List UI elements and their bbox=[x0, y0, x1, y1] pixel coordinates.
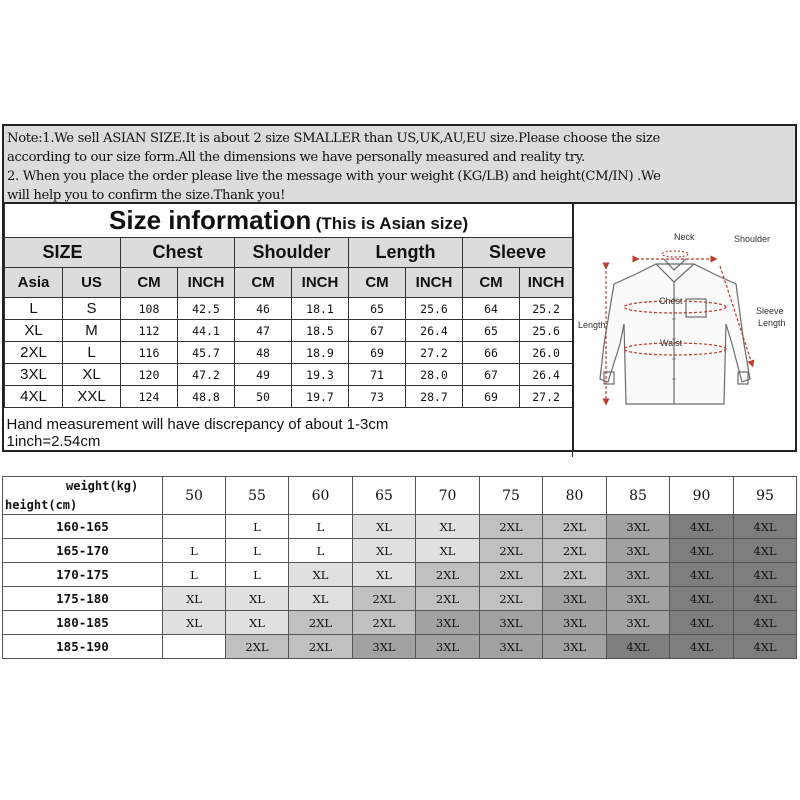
size-label-cell: M bbox=[63, 320, 121, 342]
measurement-cell: 65 bbox=[349, 298, 406, 320]
size-label-cell: S bbox=[63, 298, 121, 320]
weight-header-cell: 50 bbox=[163, 477, 226, 515]
size-recommendation-cell: 3XL bbox=[543, 587, 607, 611]
weight-header-cell: 90 bbox=[670, 477, 734, 515]
size-recommendation-cell: 3XL bbox=[607, 563, 670, 587]
height-range-cell: 180-185 bbox=[3, 611, 163, 635]
size-table-title bbox=[5, 204, 573, 238]
measurement-cell: 65 bbox=[463, 320, 520, 342]
measurement-cell: 112 bbox=[121, 320, 178, 342]
size-row bbox=[5, 298, 573, 320]
size-recommendation-cell: 3XL bbox=[416, 635, 480, 659]
height-row bbox=[3, 587, 797, 611]
measurement-cell: 25.2 bbox=[520, 298, 573, 320]
height-row bbox=[3, 539, 797, 563]
size-recommendation-cell: 2XL bbox=[480, 587, 543, 611]
measurement-cell: 48.8 bbox=[178, 386, 235, 408]
weight-header-cell: 65 bbox=[353, 477, 416, 515]
size-recommendation-cell: 3XL bbox=[353, 635, 416, 659]
measurement-cell: 28.0 bbox=[406, 364, 463, 386]
note-line: according to our size form.All the dimensions we have personally measured and reality try. bbox=[7, 150, 585, 165]
table-corner-header bbox=[3, 477, 163, 515]
header-shoulder: Shoulder bbox=[235, 238, 349, 268]
size-recommendation-cell: 3XL bbox=[416, 611, 480, 635]
measurement-cell: 26.4 bbox=[406, 320, 463, 342]
sub-header-cell: CM bbox=[121, 268, 178, 298]
size-row bbox=[5, 364, 573, 386]
label-sleeve-2: Length bbox=[758, 318, 786, 328]
height-range-cell: 160-165 bbox=[3, 515, 163, 539]
measurement-cell: 67 bbox=[349, 320, 406, 342]
size-recommendation-cell: 3XL bbox=[607, 611, 670, 635]
label-chest: Chest bbox=[659, 296, 683, 306]
size-recommendation-cell: 4XL bbox=[734, 539, 797, 563]
size-label-cell: L bbox=[5, 298, 63, 320]
sub-header-cell: INCH bbox=[406, 268, 463, 298]
measurement-cell: 27.2 bbox=[406, 342, 463, 364]
measurement-cell: 49 bbox=[235, 364, 292, 386]
size-recommendation-cell bbox=[163, 515, 226, 539]
height-row bbox=[3, 563, 797, 587]
weight-axis-label: weight(kg) bbox=[66, 479, 139, 493]
size-recommendation-cell: L bbox=[289, 515, 353, 539]
size-recommendation-cell: 4XL bbox=[670, 611, 734, 635]
weight-header-cell: 85 bbox=[607, 477, 670, 515]
header-size: SIZE bbox=[5, 238, 121, 268]
size-recommendation-cell: XL bbox=[416, 539, 480, 563]
header-length: Length bbox=[349, 238, 463, 268]
size-recommendation-cell: 3XL bbox=[543, 635, 607, 659]
height-range-cell: 185-190 bbox=[3, 635, 163, 659]
header-sleeve: Sleeve bbox=[463, 238, 573, 268]
header-chest: Chest bbox=[121, 238, 235, 268]
size-recommendation-cell: 4XL bbox=[734, 587, 797, 611]
note-line: 2. When you place the order please live the message with your weight (KG/LB) and height(CM/IN) .We bbox=[7, 169, 661, 184]
size-recommendation-cell: L bbox=[226, 539, 289, 563]
size-recommendation-cell: 2XL bbox=[543, 539, 607, 563]
size-recommendation-cell: 2XL bbox=[416, 587, 480, 611]
size-recommendation-cell: 2XL bbox=[289, 611, 353, 635]
size-recommendation-cell: 4XL bbox=[607, 635, 670, 659]
size-recommendation-cell: 4XL bbox=[734, 611, 797, 635]
size-information-table bbox=[4, 204, 573, 457]
size-recommendation-cell: XL bbox=[163, 587, 226, 611]
size-recommendation-cell: 4XL bbox=[670, 587, 734, 611]
height-row bbox=[3, 515, 797, 539]
measurement-cell: 120 bbox=[121, 364, 178, 386]
size-recommendation-cell: 4XL bbox=[734, 635, 797, 659]
size-recommendation-cell: 2XL bbox=[226, 635, 289, 659]
inch-conversion-note: 1inch=2.54cm bbox=[5, 433, 573, 457]
measurement-cell: 45.7 bbox=[178, 342, 235, 364]
shirt-measurement-diagram bbox=[572, 204, 795, 450]
size-recommendation-cell: XL bbox=[289, 587, 353, 611]
measurement-cell: 42.5 bbox=[178, 298, 235, 320]
size-recommendation-cell: 4XL bbox=[734, 515, 797, 539]
sub-header-cell: INCH bbox=[178, 268, 235, 298]
weight-header-cell: 70 bbox=[416, 477, 480, 515]
size-recommendation-cell: XL bbox=[289, 563, 353, 587]
size-recommendation-cell: 2XL bbox=[480, 515, 543, 539]
measurement-cell: 66 bbox=[463, 342, 520, 364]
size-recommendation-cell: 2XL bbox=[480, 539, 543, 563]
size-recommendation-cell: L bbox=[163, 539, 226, 563]
measurement-cell: 25.6 bbox=[406, 298, 463, 320]
size-label-cell: XL bbox=[63, 364, 121, 386]
size-recommendation-cell: 2XL bbox=[289, 635, 353, 659]
sub-header-cell: US bbox=[63, 268, 121, 298]
height-range-cell: 165-170 bbox=[3, 539, 163, 563]
sub-header-cell: CM bbox=[235, 268, 292, 298]
size-chart-panel bbox=[2, 124, 797, 452]
size-row bbox=[5, 342, 573, 364]
size-recommendation-cell: 2XL bbox=[353, 611, 416, 635]
measurement-cell: 46 bbox=[235, 298, 292, 320]
size-recommendation-cell: 3XL bbox=[607, 539, 670, 563]
weight-header-cell: 95 bbox=[734, 477, 797, 515]
measurement-cell: 26.0 bbox=[520, 342, 573, 364]
height-row bbox=[3, 635, 797, 659]
label-sleeve-1: Sleeve bbox=[756, 306, 784, 316]
measurement-cell: 108 bbox=[121, 298, 178, 320]
weight-height-size-table bbox=[2, 476, 797, 659]
measurement-cell: 18.9 bbox=[292, 342, 349, 364]
size-label-cell: 4XL bbox=[5, 386, 63, 408]
size-recommendation-cell: XL bbox=[226, 587, 289, 611]
measurement-cell: 26.4 bbox=[520, 364, 573, 386]
measurement-cell: 44.1 bbox=[178, 320, 235, 342]
size-recommendation-cell: 2XL bbox=[543, 563, 607, 587]
measurement-cell: 25.6 bbox=[520, 320, 573, 342]
measurement-cell: 19.3 bbox=[292, 364, 349, 386]
measurement-cell: 71 bbox=[349, 364, 406, 386]
size-recommendation-cell: 4XL bbox=[670, 515, 734, 539]
size-recommendation-cell: XL bbox=[226, 611, 289, 635]
weight-header-cell: 55 bbox=[226, 477, 289, 515]
height-axis-label: height(cm) bbox=[5, 498, 78, 512]
size-recommendation-cell: L bbox=[289, 539, 353, 563]
height-row bbox=[3, 611, 797, 635]
label-neck: Neck bbox=[674, 232, 695, 242]
measurement-cell: 67 bbox=[463, 364, 520, 386]
height-range-cell: 170-175 bbox=[3, 563, 163, 587]
title-main: Size information bbox=[109, 205, 312, 235]
size-recommendation-cell: L bbox=[226, 515, 289, 539]
measurement-cell: 116 bbox=[121, 342, 178, 364]
weight-header-cell: 80 bbox=[543, 477, 607, 515]
measurement-cell: 19.7 bbox=[292, 386, 349, 408]
note-line: Note:1.We sell ASIAN SIZE.It is about 2 size SMALLER than US,UK,AU,EU size.Please choose the size bbox=[7, 131, 660, 146]
sub-header-cell: INCH bbox=[520, 268, 573, 298]
measurement-cell: 64 bbox=[463, 298, 520, 320]
note-line: will help you to confirm the size.Thank you! bbox=[7, 188, 286, 203]
size-recommendation-cell: L bbox=[163, 563, 226, 587]
measurement-cell: 18.5 bbox=[292, 320, 349, 342]
size-recommendation-cell: 3XL bbox=[607, 515, 670, 539]
height-range-cell: 175-180 bbox=[3, 587, 163, 611]
measurement-cell: 27.2 bbox=[520, 386, 573, 408]
size-recommendation-cell: 3XL bbox=[480, 611, 543, 635]
size-recommendation-cell: 3XL bbox=[543, 611, 607, 635]
size-recommendation-cell: L bbox=[226, 563, 289, 587]
measurement-cell: 18.1 bbox=[292, 298, 349, 320]
measurement-cell: 47 bbox=[235, 320, 292, 342]
size-recommendation-cell: 2XL bbox=[480, 563, 543, 587]
label-shoulder: Shoulder bbox=[734, 234, 771, 244]
shirt-illustration bbox=[574, 204, 795, 450]
size-note bbox=[4, 126, 795, 204]
measurement-cell: 47.2 bbox=[178, 364, 235, 386]
size-recommendation-cell: 3XL bbox=[480, 635, 543, 659]
size-recommendation-cell: 2XL bbox=[543, 515, 607, 539]
size-recommendation-cell: 2XL bbox=[416, 563, 480, 587]
size-recommendation-cell: 4XL bbox=[670, 539, 734, 563]
measurement-cell: 50 bbox=[235, 386, 292, 408]
size-label-cell: XL bbox=[5, 320, 63, 342]
sub-header-cell: INCH bbox=[292, 268, 349, 298]
weight-header-cell: 60 bbox=[289, 477, 353, 515]
size-recommendation-cell: XL bbox=[353, 539, 416, 563]
measurement-cell: 69 bbox=[349, 342, 406, 364]
size-recommendation-cell bbox=[163, 635, 226, 659]
measurement-cell: 69 bbox=[463, 386, 520, 408]
size-row bbox=[5, 386, 573, 408]
size-label-cell: L bbox=[63, 342, 121, 364]
measurement-cell: 48 bbox=[235, 342, 292, 364]
sub-header-cell: CM bbox=[349, 268, 406, 298]
size-recommendation-cell: 4XL bbox=[734, 563, 797, 587]
size-recommendation-cell: XL bbox=[353, 563, 416, 587]
size-recommendation-cell: XL bbox=[353, 515, 416, 539]
sub-header-cell: Asia bbox=[5, 268, 63, 298]
size-label-cell: 3XL bbox=[5, 364, 63, 386]
size-recommendation-cell: XL bbox=[416, 515, 480, 539]
size-row bbox=[5, 320, 573, 342]
measurement-cell: 124 bbox=[121, 386, 178, 408]
size-recommendation-cell: 4XL bbox=[670, 635, 734, 659]
size-recommendation-cell: 3XL bbox=[607, 587, 670, 611]
measurement-cell: 73 bbox=[349, 386, 406, 408]
size-label-cell: XXL bbox=[63, 386, 121, 408]
size-recommendation-cell: XL bbox=[163, 611, 226, 635]
label-length: Length bbox=[578, 320, 606, 330]
sub-header-cell: CM bbox=[463, 268, 520, 298]
label-waist: Waist bbox=[660, 338, 683, 348]
measurement-cell: 28.7 bbox=[406, 386, 463, 408]
size-label-cell: 2XL bbox=[5, 342, 63, 364]
measurement-footnote: Hand measurement will have discrepancy of about 1-3cm bbox=[5, 408, 573, 434]
weight-header-cell: 75 bbox=[480, 477, 543, 515]
title-sub: (This is Asian size) bbox=[315, 214, 469, 233]
size-recommendation-cell: 4XL bbox=[670, 563, 734, 587]
size-recommendation-cell: 2XL bbox=[353, 587, 416, 611]
